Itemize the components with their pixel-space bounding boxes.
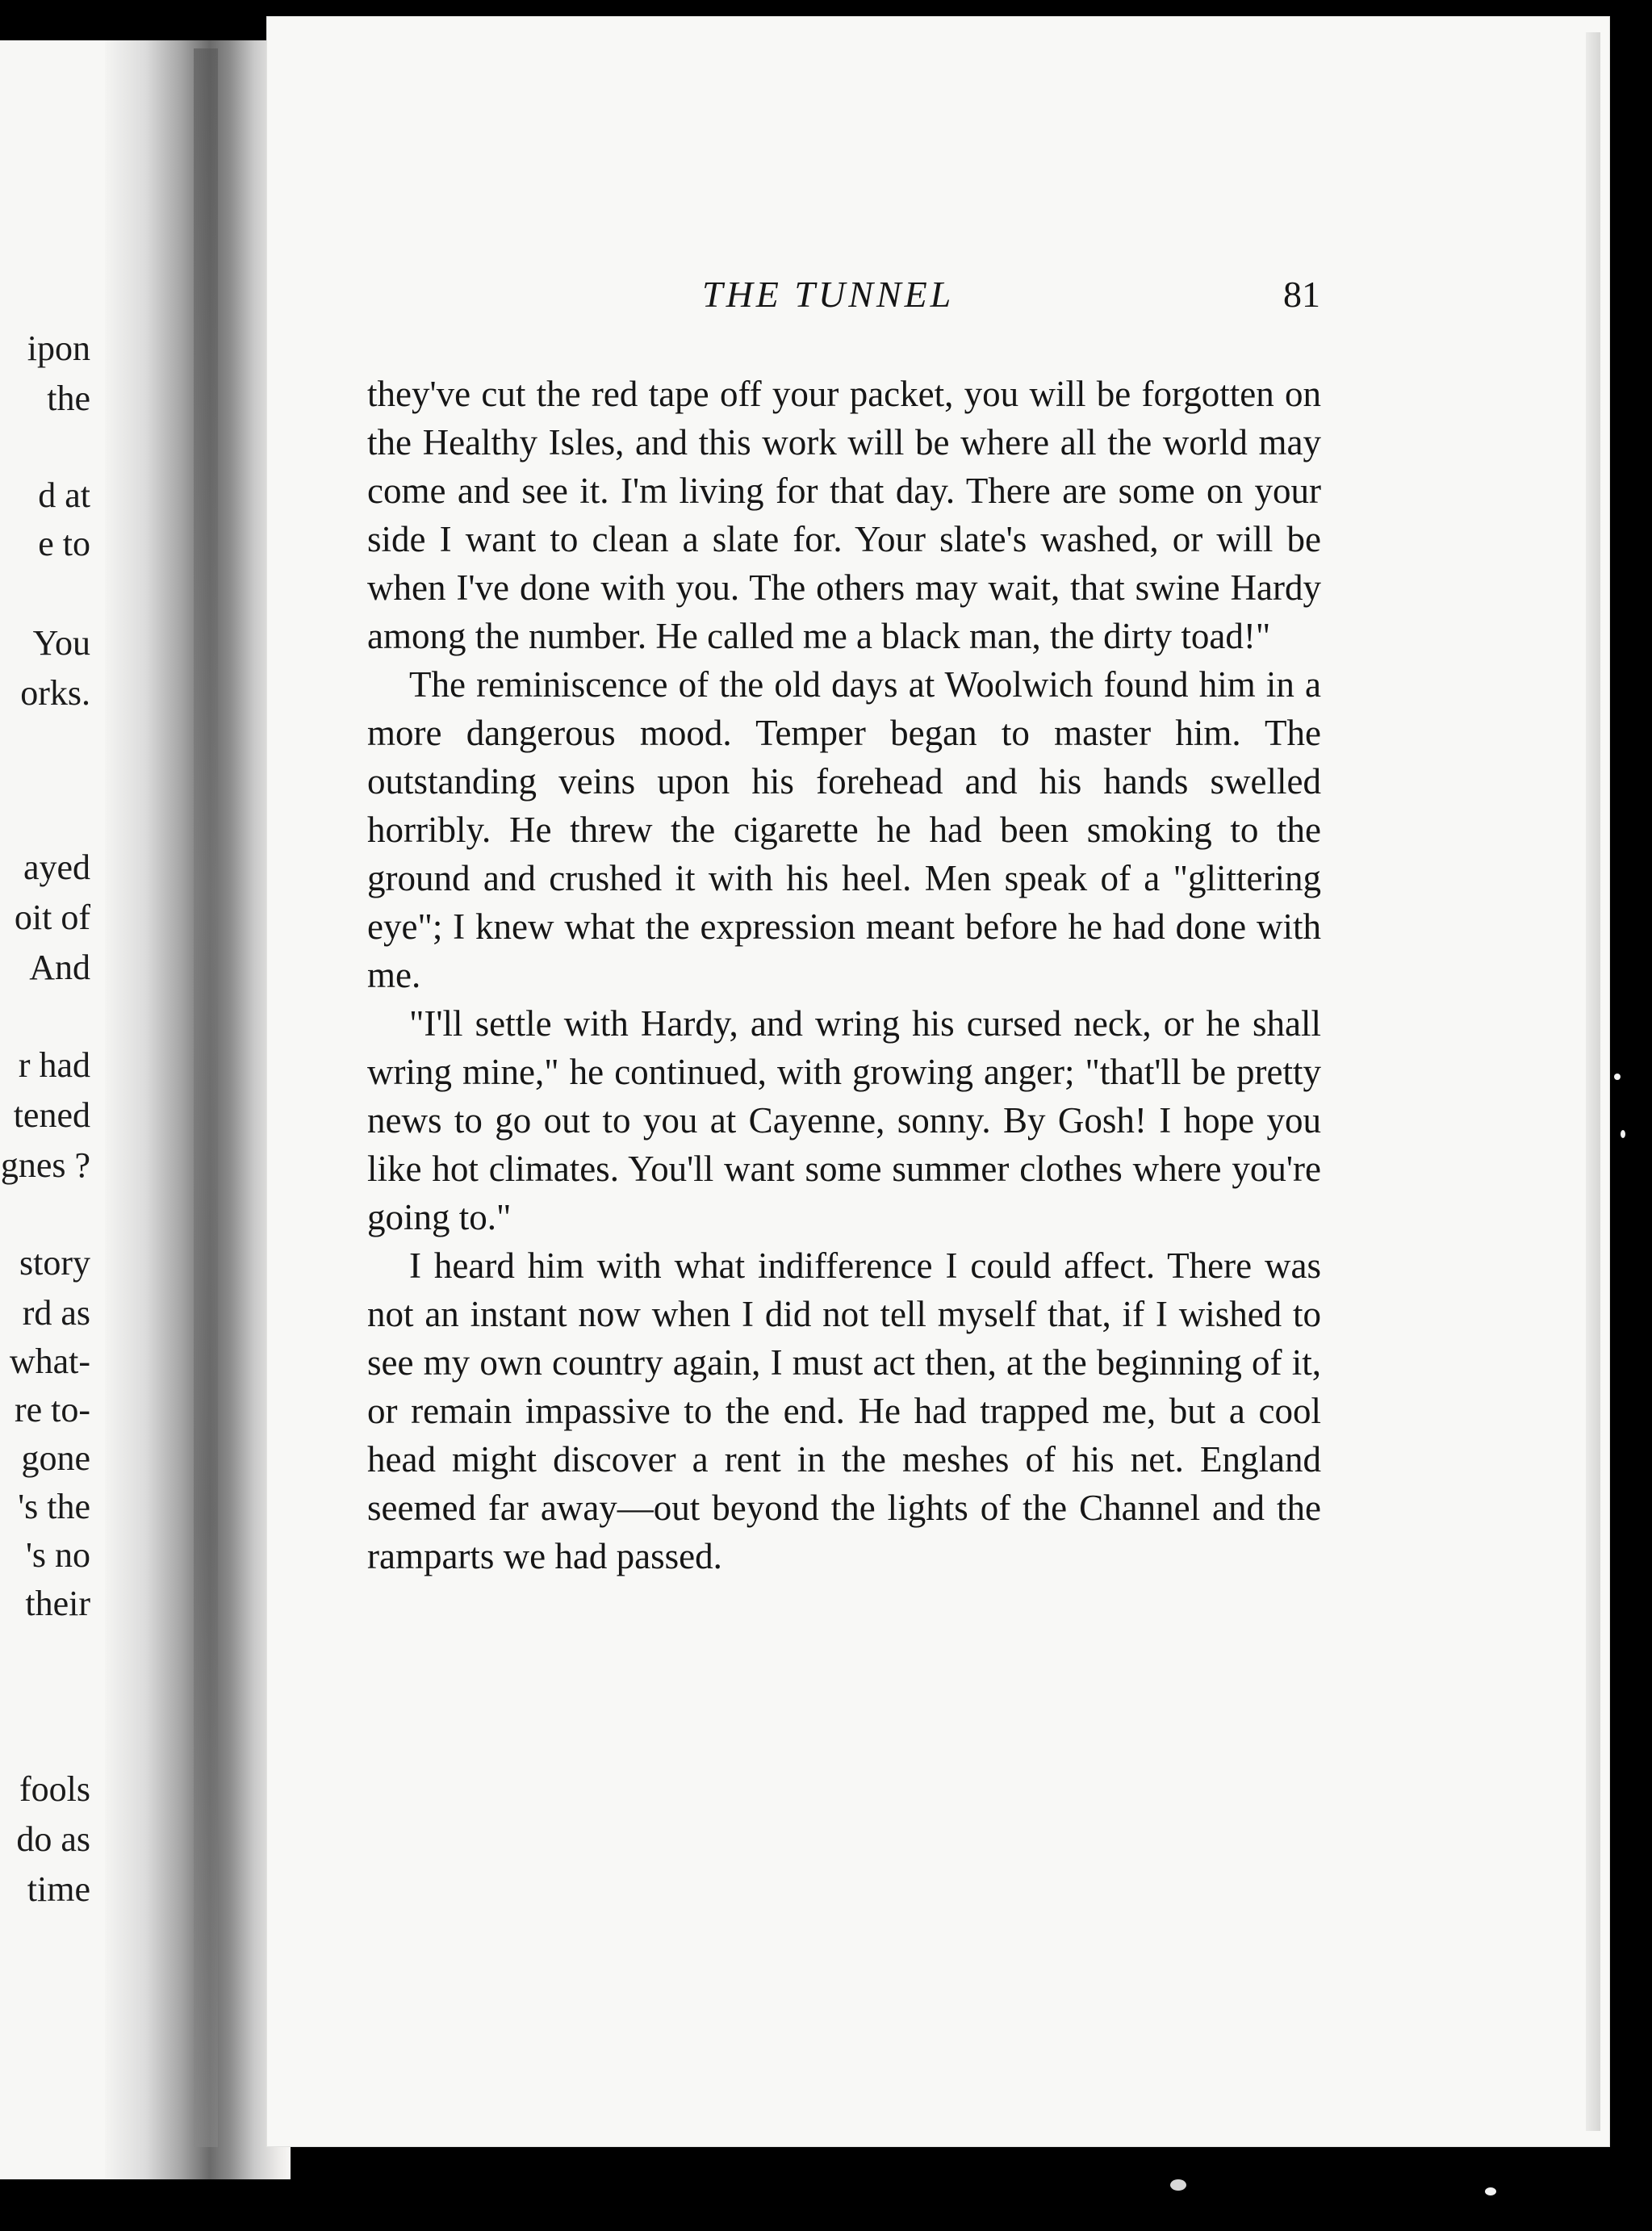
scan-speck — [1485, 2187, 1496, 2195]
left-page-line: 's the — [18, 1487, 90, 1526]
left-page-line: You — [32, 623, 90, 663]
binding-strip — [194, 48, 218, 2147]
left-page-line: e to — [38, 524, 90, 563]
left-page-line: oit of — [14, 898, 90, 937]
left-page-line: their — [25, 1584, 90, 1623]
left-page-line: gnes ? — [0, 1145, 90, 1185]
running-title: THE TUNNEL — [702, 274, 955, 315]
paragraph: The reminiscence of the old days at Woolwich found him in a more dangerous mood. Temper began to master him. The outstanding veins upon his forehead and his hands swelled horribly. He threw the cigarette he had been smoking to the ground and crushed it with his heel. Men speak of a "glittering eye"; I knew what the expression meant before he had done with me. — [367, 664, 1321, 995]
left-page-line: story — [19, 1243, 90, 1283]
left-page-line: gone — [21, 1438, 90, 1478]
page-edge — [1586, 32, 1600, 2131]
left-page-line: 's no — [25, 1535, 90, 1575]
left-page-line: r had — [18, 1045, 90, 1085]
previous-page-fragment — [0, 40, 105, 2179]
left-page-line: ipon — [27, 329, 90, 368]
left-page-line: time — [27, 1869, 90, 1909]
left-page-line: fools — [19, 1769, 90, 1809]
scan-speck — [1614, 1074, 1621, 1080]
book-page — [266, 16, 1610, 2147]
body-text — [367, 370, 1321, 1580]
left-page-line: d at — [38, 475, 90, 515]
page-number: 81 — [1283, 274, 1320, 315]
scan-speck — [1170, 2179, 1186, 2191]
left-page-line: And — [29, 948, 90, 987]
left-page-line: what- — [9, 1342, 90, 1381]
paragraph: "I'll settle with Hardy, and wring his cursed neck, or he shall wring mine," he continued, with growing anger; "that'll be pretty news to go out to you at Cayenne, sonny. By Gosh! I hope you like hot climates. You'll want some summer clothes where you're going to." — [367, 1003, 1321, 1237]
left-page-line: do as — [16, 1819, 90, 1859]
left-page-line: orks. — [20, 673, 90, 713]
scan-speck — [1621, 1130, 1625, 1138]
left-page-line: rd as — [22, 1293, 90, 1333]
left-page-line: ayed — [23, 848, 90, 887]
left-page-line: re to- — [14, 1390, 90, 1429]
paragraph: I heard him with what indifference I could affect. There was not an instant now when I did not tell myself that, if I wished to see my own country again, I must act then, at the beginning of it, or remain impassive to the end. He had trapped me, but a cool head might discover a rent in the meshes of his net. England seemed far away—out beyond the lights of the Channel and the ramparts we had passed. — [367, 1245, 1321, 1576]
left-page-line: tened — [13, 1095, 90, 1135]
left-page-line: the — [47, 379, 90, 418]
paragraph: they've cut the red tape off your packet, you will be forgotten on the Healthy Isles, and this work will be where all the world may come and see it. I'm living for that day. There are some on your side I want to clean a slate for. Your slate's washed, or will be when I've done with you. The others may wait, that swine Hardy among the number. He called me a black man, the dirty toad!" — [367, 374, 1321, 656]
